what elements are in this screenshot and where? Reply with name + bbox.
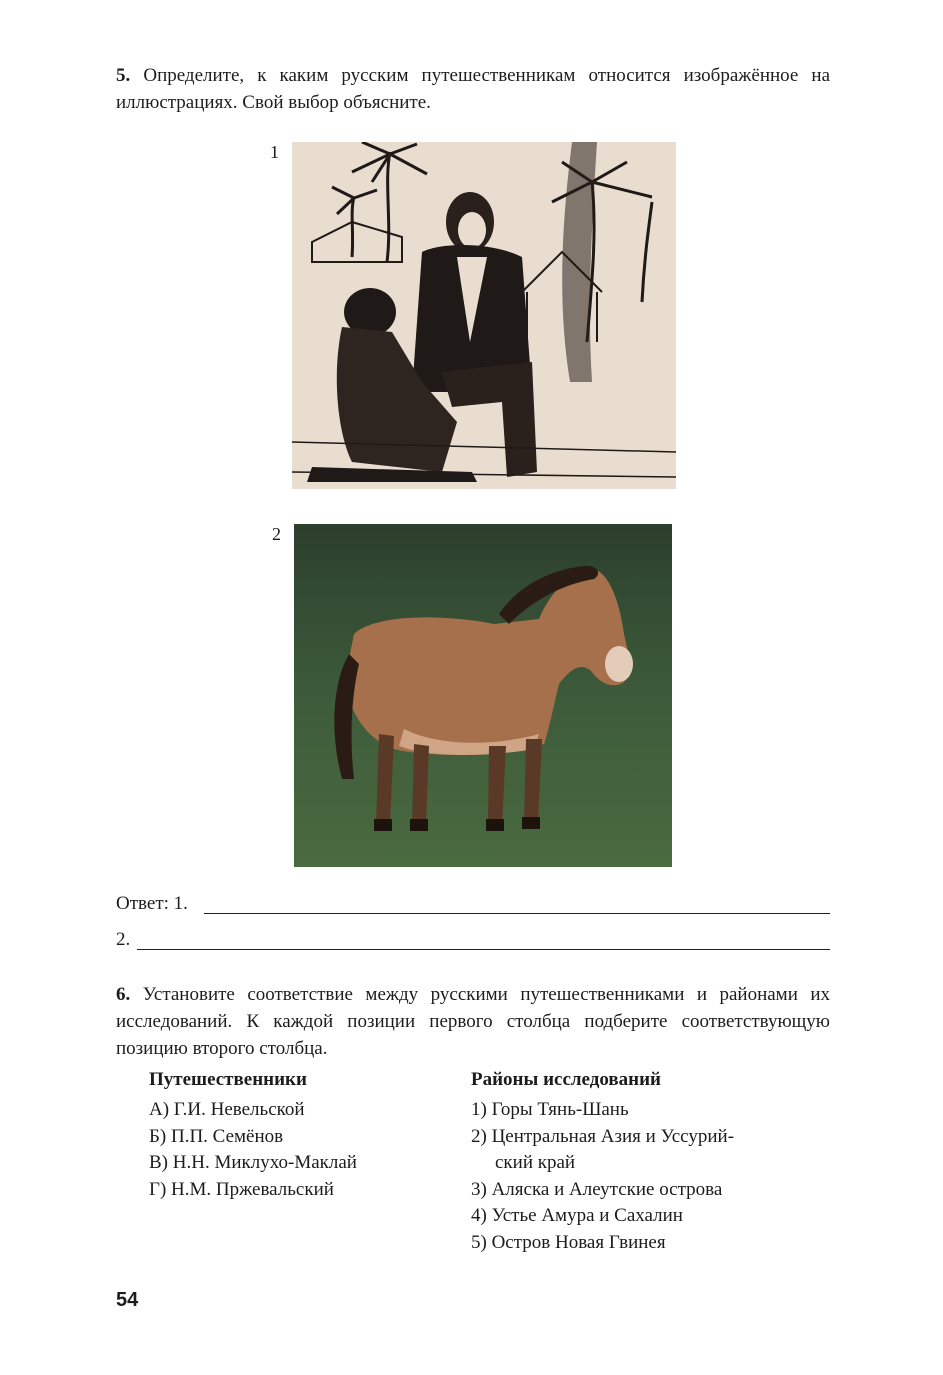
travelers-list	[149, 1097, 357, 1203]
task-6-question: Установите соответствие между русскими путешественниками и районами их исследований. К каждой позиции первого столбца подберите соответствующую позицию второго столбца.	[116, 984, 831, 1059]
regions-header: Районы исследований	[471, 1069, 661, 1090]
task-5-number: 5.	[116, 65, 131, 86]
region-item: 4) Устье Амура и Сахалин	[471, 1205, 683, 1226]
region-item-continued: ский край	[495, 1152, 576, 1173]
page-number: 54	[116, 1289, 139, 1311]
figure-2-label: 2	[272, 524, 281, 544]
photo-przewalski-horse-icon	[294, 524, 672, 867]
traveler-item: Б) П.П. Семёнов	[149, 1125, 284, 1147]
region-item: 3) Аляска и Алеутские острова	[471, 1178, 723, 1200]
ink-sketch-traveler-with-native-icon	[292, 142, 676, 489]
task-5-question: Определите, к каким русским путешественникам относится изображённое на иллюстрациях. Свой выбор объясните.	[116, 65, 831, 113]
region-item: 2) Центральная Азия и Уссурий-	[471, 1125, 735, 1147]
answer-prefix: Ответ: 1.	[116, 893, 188, 914]
region-item: 1) Горы Тянь-Шань	[471, 1099, 629, 1120]
answer-line-1[interactable]	[204, 913, 830, 914]
traveler-item: А) Г.И. Невельской	[149, 1099, 305, 1120]
region-item: 5) Остров Новая Гвинея	[471, 1231, 666, 1253]
task-5-text	[116, 62, 830, 116]
task-6-text	[116, 981, 830, 1062]
traveler-item: В) Н.Н. Миклухо-Маклай	[149, 1152, 357, 1173]
figure-2-photo	[294, 524, 672, 867]
answer-line-2[interactable]	[137, 949, 830, 950]
travelers-header: Путешественники	[149, 1069, 307, 1090]
answer-second-label: 2.	[116, 929, 131, 950]
task-6-number: 6.	[116, 984, 131, 1005]
traveler-item: Г) Н.М. Пржевальский	[149, 1178, 334, 1200]
regions-list	[471, 1097, 734, 1256]
figure-1-label: 1	[270, 142, 279, 162]
figure-1-sketch	[292, 142, 676, 489]
